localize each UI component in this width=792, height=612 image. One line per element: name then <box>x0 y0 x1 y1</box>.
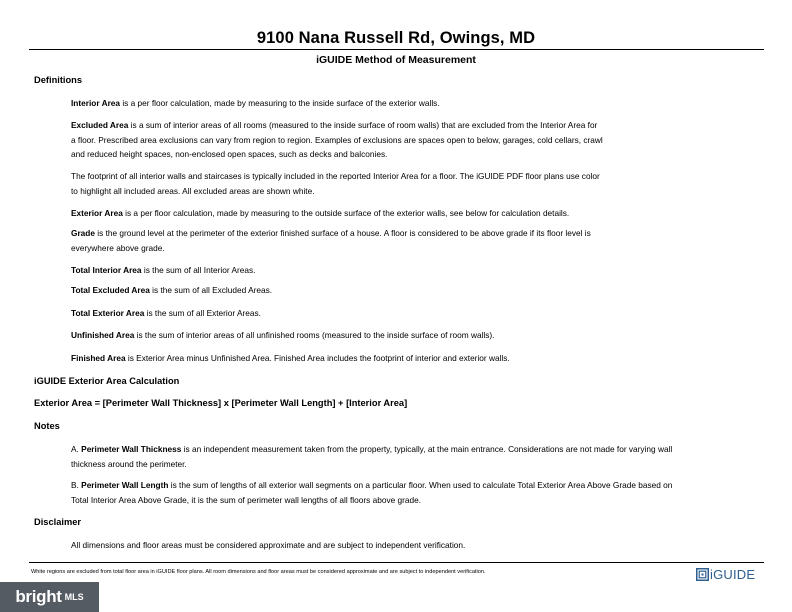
line: everywhere above grade. <box>71 242 165 253</box>
notes-heading: Notes <box>34 421 60 431</box>
term: Perimeter Wall Length <box>81 480 169 490</box>
definition-text: is the sum of all Interior Areas. <box>141 265 256 275</box>
definition-text: is Exterior Area minus Unfinished Area. Finished Area includes the footprint of interior and exterior walls. <box>125 353 510 363</box>
title-divider <box>29 49 764 50</box>
document-subtitle: iGUIDE Method of Measurement <box>316 54 476 66</box>
term: Total Exterior Area <box>71 308 145 318</box>
definition-grade <box>71 226 736 255</box>
watermark-suffix: MLS <box>64 592 84 602</box>
note-text: is an independent measurement taken from the property, typically, at the main entrance. Considerations are not made for varying wall <box>181 444 673 454</box>
line <box>71 442 736 457</box>
definition-text: is the sum of all Excluded Areas. <box>149 285 273 295</box>
bright-mls-watermark <box>0 582 99 612</box>
note-prefix: A. <box>71 444 82 454</box>
watermark-brand: bright <box>15 587 62 606</box>
line: thickness around the perimeter. <box>71 458 187 469</box>
iguide-logo-text: iGUIDE <box>710 566 756 582</box>
definition-text: is a per floor calculation, made by measuring to the outside surface of the exterior walls, see below for calculation details. <box>122 208 570 218</box>
disclaimer-heading: Disclaimer <box>34 517 82 527</box>
line: and reduced height spaces, non-enclosed open spaces, such as decks and balconies. <box>71 149 388 159</box>
definition-total-exterior-area <box>71 306 736 321</box>
document-title: 9100 Nana Russell Rd, Owings, MD <box>256 29 536 47</box>
calculation-heading: iGUIDE Exterior Area Calculation <box>34 376 180 386</box>
definition-finished-area <box>71 351 736 366</box>
term: Exterior Area <box>71 208 123 218</box>
footer-note: White regions are excluded from total floor area in iGUIDE floor plans. All room dimensions and floor areas must be considered approximate and are subject to independent verification. <box>31 569 486 575</box>
footer-divider <box>29 562 764 563</box>
line: Total Interior Area Above Grade, it is the sum of perimeter wall lengths of all floors above grade. <box>71 494 422 505</box>
note-prefix: B. <box>71 480 82 490</box>
term: Total Interior Area <box>71 265 142 275</box>
definition-interior-area <box>71 96 736 111</box>
term: Finished Area <box>71 353 126 363</box>
definition-text: is the ground level at the perimeter of the exterior finished surface of a house. A floor is considered to be above grade if its floor level is <box>94 228 591 238</box>
definition-unfinished-area <box>71 328 736 343</box>
term: Unfinished Area <box>71 330 135 340</box>
line <box>71 118 736 133</box>
definitions-heading: Definitions <box>34 75 83 85</box>
iguide-logo-icon <box>696 568 709 581</box>
definition-text: is a per floor calculation, made by measuring to the inside surface of the exterior walls. <box>120 98 440 108</box>
note-a <box>71 442 736 471</box>
definition-excluded-area <box>71 118 736 162</box>
definition-text: is the sum of all Exterior Areas. <box>144 308 261 318</box>
iguide-logo <box>696 566 755 582</box>
line <box>71 226 736 241</box>
term: Excluded Area <box>71 120 129 130</box>
line: to highlight all included areas. All excluded areas are shown white. <box>71 185 315 196</box>
term: Total Excluded Area <box>71 285 150 295</box>
line: The footprint of all interior walls and staircases is typically included in the reported Interior Area for a floor. The iGUIDE PDF floor plans use color <box>71 171 600 181</box>
term: Interior Area <box>71 98 121 108</box>
definition-text: is the sum of interior areas of all unfinished rooms (measured to the inside surface of room walls). <box>134 330 495 340</box>
note-b <box>71 478 736 507</box>
line: a floor. Prescribed area exclusions can vary from region to region. Examples of exclusions are spaces open to below, garages, cold cellars, crawl <box>71 134 603 145</box>
line <box>71 478 736 493</box>
definition-total-excluded-area <box>71 283 736 298</box>
disclaimer-text: All dimensions and floor areas must be considered approximate and are subject to independent verification. <box>71 540 466 550</box>
calculation-formula: Exterior Area = [Perimeter Wall Thickness] x [Perimeter Wall Length] + [Interior Area] <box>34 398 408 408</box>
footprint-paragraph <box>71 169 736 198</box>
term: Perimeter Wall Thickness <box>81 444 182 454</box>
definition-total-interior-area <box>71 263 736 278</box>
term: Grade <box>71 228 95 238</box>
definition-exterior-area <box>71 206 736 221</box>
definition-text: is a sum of interior areas of all rooms (measured to the inside surface of room walls) that are excluded from the Interior Area for <box>128 120 598 130</box>
note-text: is the sum of lengths of all exterior wall segments on a particular floor. When used to calculate Total Exterior Area Above Grade based on <box>168 480 673 490</box>
